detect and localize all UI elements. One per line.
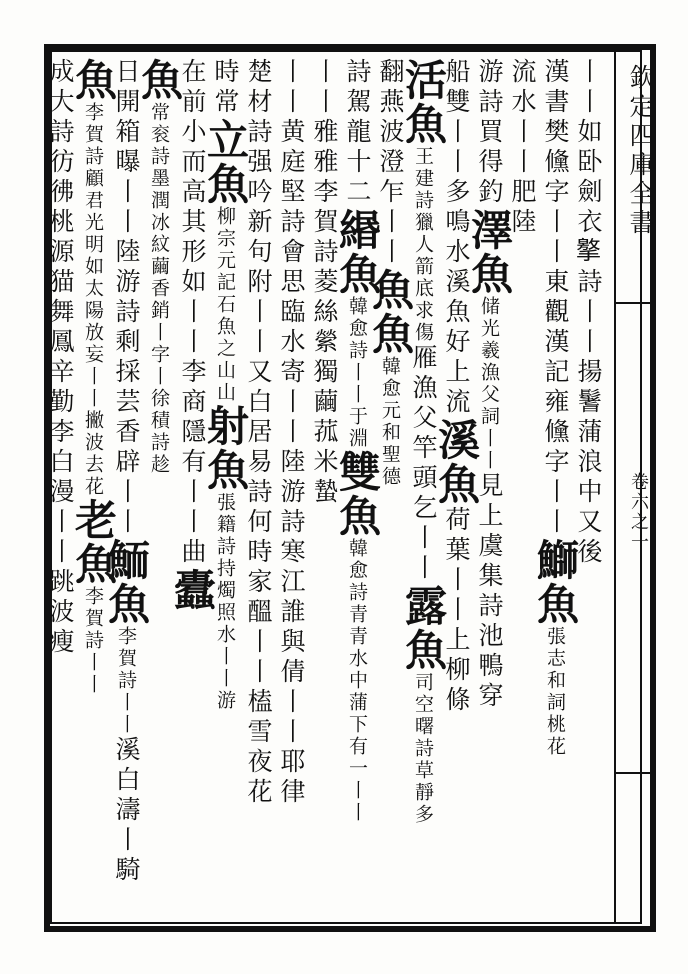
annotation-text: 李賀詩顧君光明如太陽放妄丨丨撇波去花 xyxy=(82,102,104,498)
annotation-text: 張籍詩持燭照水丨丨游 xyxy=(214,492,236,712)
annotation-text: 柳宗元記石魚之山山 xyxy=(214,206,236,404)
annotation-text: 常衮詩墨潤冰紋繭香銷丨字丨徐積詩趁 xyxy=(148,102,170,476)
body-text: 船雙丨丨多鳴水溪魚好上流 xyxy=(442,58,471,418)
body-text: 漢書樊儵字丨丨東觀漢記雍儵字丨丨 xyxy=(541,58,570,538)
annotation-text: 司空曙詩草靜多 xyxy=(412,672,434,826)
annotation-text: 張志和詞桃花 xyxy=(544,626,566,758)
entry-heading: 活魚 xyxy=(399,58,448,146)
body-text: 時常 xyxy=(211,58,240,118)
entry-heading: 魚 xyxy=(135,58,184,102)
body-text: 丨丨雅雅 xyxy=(310,58,339,178)
entry-heading: 魚 xyxy=(69,58,118,102)
body-text: 見上虞集詩池鴨穿 xyxy=(475,472,504,712)
annotation-text: 李賀詩丨丨 xyxy=(82,586,104,696)
book-title: 欽定四庫全書 xyxy=(626,64,655,238)
body-text: 成大詩彷彿桃源猫舞鳳辛勤李白漫丨丨跳波瘦 xyxy=(46,58,75,658)
margin-rule-bottom xyxy=(616,772,656,774)
entry-heading: 露魚 xyxy=(399,584,448,672)
entry-heading: 雙魚 xyxy=(333,450,382,538)
entry-heading: 鮞魚 xyxy=(102,538,151,626)
body-text: 翻燕波澄乍丨丨 xyxy=(376,58,405,268)
page-margin-column xyxy=(614,52,654,922)
body-text: 日開箱曝丨丨陸游詩剩採芸香辟丨丨 xyxy=(112,58,141,538)
entry-heading: 老魚 xyxy=(69,498,118,586)
body-text: 荷葉丨丨上柳條 xyxy=(442,506,471,716)
entry-heading: 鰤魚 xyxy=(531,538,580,626)
entry-heading: 立魚 xyxy=(201,118,250,206)
annotation-text: 李賀詩丨丨 xyxy=(115,626,137,736)
juan-label: 卷六之一 xyxy=(628,472,649,552)
entry-heading: 蠹 xyxy=(168,568,217,612)
body-text: 溪白濤丨騎 xyxy=(112,736,141,886)
annotation-text: 储光羲漁父詞丨丨 xyxy=(478,296,500,472)
body-text: 游詩買得釣 xyxy=(475,58,504,208)
entry-heading: 魚魚 xyxy=(366,268,415,356)
margin-rule-top xyxy=(616,302,656,304)
body-text: 流水丨丨肥陸 xyxy=(508,58,537,238)
entry-heading: 溪魚 xyxy=(432,418,481,506)
body-text: 在前小而高其形如丨丨李商隱有丨丨曲 xyxy=(178,58,207,568)
body-text: 雁漁父竿頭乞丨丨 xyxy=(409,344,438,584)
body-text: 楚材詩强吟新句附丨丨又白居易詩何時家醞丨丨榼雪夜花 xyxy=(244,58,273,808)
body-text: 丨丨如卧劍衣𢶡詩丨丨揚鬐蒲浪中又後 xyxy=(574,58,603,568)
body-text: 詩駕龍十二 xyxy=(343,58,372,208)
body-text: 丨丨黄庭堅詩會思臨水寄丨丨陸游詩寒江誰與倩丨丨耶律 xyxy=(277,58,306,808)
annotation-text: 韓愈元和聖德 xyxy=(379,356,401,488)
entry-heading: 澤魚 xyxy=(465,208,514,296)
entry-heading: 緡魚 xyxy=(333,208,382,296)
body-text: 李賀詩菱絲縈獨繭菰米蟄 xyxy=(310,178,339,508)
annotation-text: 韓愈詩青青水中蒲下有一丨丨 xyxy=(346,538,368,824)
entry-heading: 射魚 xyxy=(201,404,250,492)
annotation-text: 王建詩獵人箭底求傷 xyxy=(412,146,434,344)
text-column xyxy=(38,58,82,918)
annotation-text: 韓愈詩丨丨于淵 xyxy=(346,296,368,450)
